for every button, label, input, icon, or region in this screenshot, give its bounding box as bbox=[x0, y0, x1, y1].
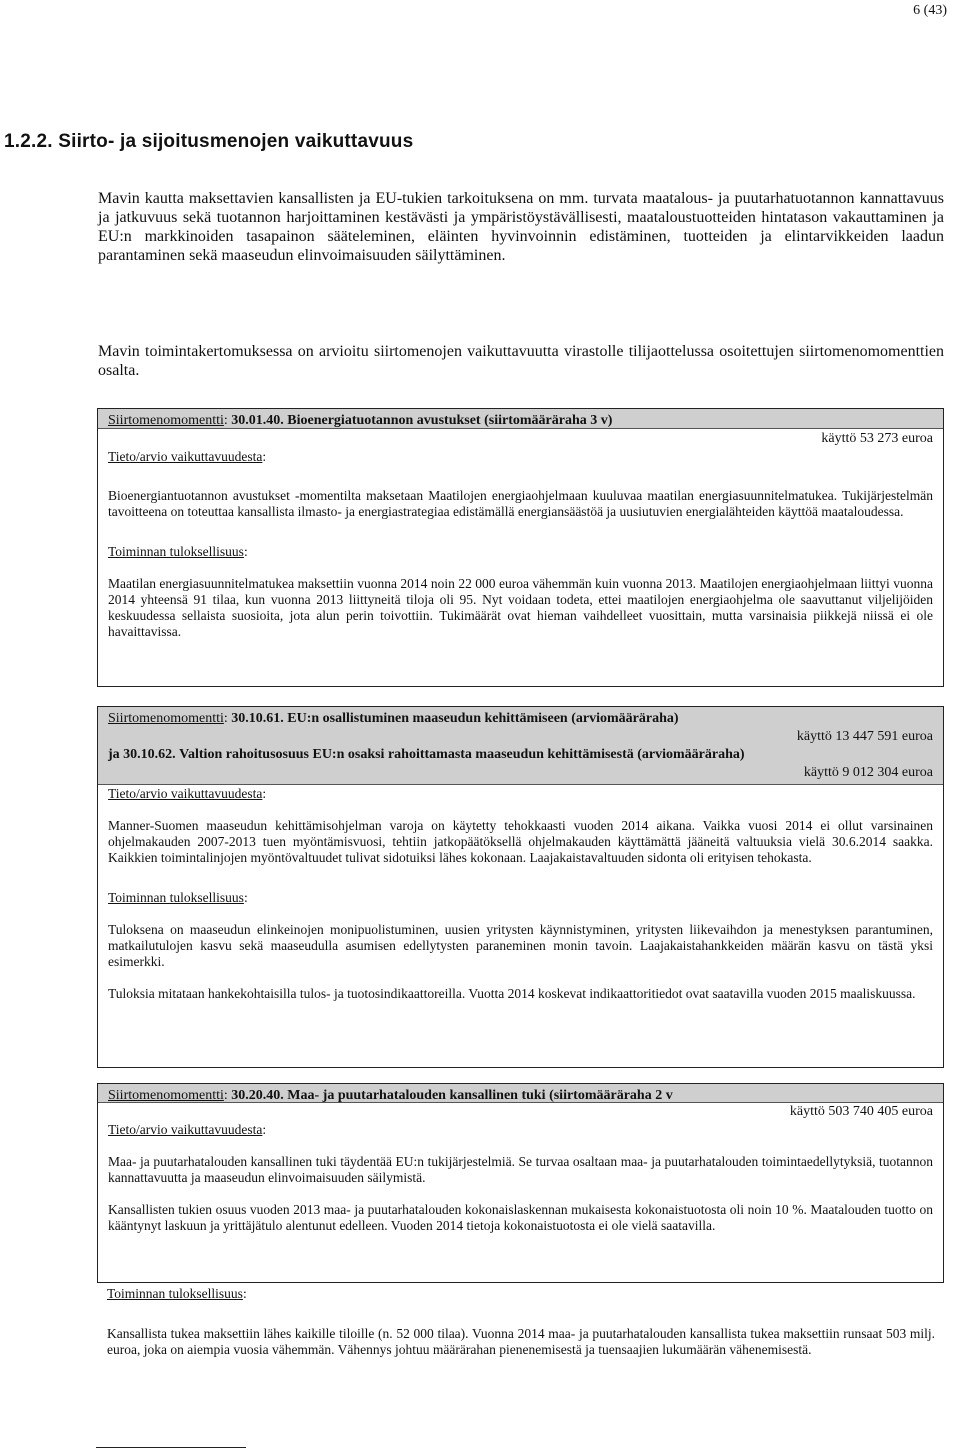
moment-header: Siirtomenomomentti: 30.01.40. Bioenergiatuotannon avustukset (siirtomääräraha 3 v) bbox=[98, 409, 943, 429]
moment-label: Siirtomenomomentti bbox=[108, 1088, 224, 1103]
usage-amount: käyttö 53 273 euroa bbox=[821, 431, 933, 446]
intro-paragraph-2: Mavin toimintakertomuksessa on arvioitu siirtomenojen vaikuttavuutta virastolle tilijaottelussa osoitettujen siirtomenomomenttien osalta. bbox=[98, 343, 944, 379]
moment-code: 30.10.61. bbox=[231, 711, 284, 726]
moment-title-2: Valtion rahoitusosuus EU:n osaksi rahoittamasta maaseudun kehittämisestä (arviomääräraha) bbox=[179, 747, 745, 762]
moment-title: Bioenergiatuotannon avustukset (siirtomääräraha 3 v) bbox=[287, 413, 613, 428]
effect-label: Tieto/arvio vaikuttavuudesta bbox=[108, 449, 263, 464]
result-paragraph: Maatilan energiasuunnitelmatukea maksettiin vuonna 2014 noin 22 000 euroa vähemmän kuin vuonna 2013. Maatilojen energiaohjelmaan liittyi vuonna 2014 yhteensä 91 tilaa, kun vuonna 2013 liittyneitä tiloja oli 95. Nyt voidaan todeta, ettei maatilojen energiaohjelma ole saavuttanut viljelijöiden keskuudessa sellaista suosioita, jota alun perin toivottiin. Tukimäärät ovat hieman vaihdelleet vuosittain, mutta varsinaisia piikkejä niissä ei ole havaittavissa. bbox=[108, 576, 933, 639]
moment-code-2: ja 30.10.62. bbox=[108, 747, 176, 762]
result-label: Toiminnan tuloksellisuus bbox=[108, 544, 244, 559]
moment-box-30-10-61: Siirtomenomomentti: 30.10.61. EU:n osallistuminen maaseudun kehittämiseen (arviomääräraha) käyttö 13 447 591 euroa ja 30.10.62. Valtion rahoitusosuus EU:n osaksi rahoittamasta maaseudun kehittämisestä (arviomääräraha) käyttö 9 012 304 euroa Tieto/arvio vaikuttavuudesta: Manner-Suomen maaseudun kehittämisohjelman varoja on käytetty tehokkaasti vuoden 2014 aikana. Vaikka vuosi 2014 ei ollut varsinainen ohjelmakauden 2007-2013 tuen myöntämisvuosi, tehtiin jatkopäätöksellä ohjelmakauden käyttämättä jääneitä valtuuksia vielä 30.6.2014 saakka. Kaikkien toimintalinjojen myöntövaltuudet tulivat sidotuiksi lähes kokonaan. Laajakaistavaltuuden sidonta oli erityisen tehokasta. Toiminnan tuloksellisuus: Tuloksena on maaseudun elinkeinojen monipuolistuminen, uusien yritysten käynnistyminen, yritysten liikevaihdon ja menestyksen parantuminen, matkailutulojen kasvu sekä maaseudulla asumisen edellytysten paraneminen monin tavoin. Laajakaistahankkeiden määrän kasvu on tästä yksi esimerkki. Tuloksia mitataan hankekohtaisilla tulos- ja tuotosindikaattoreilla. Vuotta 2014 koskevat indikaattoritiedot ovat saatavilla vuoden 2015 maaliskuussa. bbox=[97, 706, 944, 1068]
moment-box-30-20-40: Siirtomenomomentti: 30.20.40. Maa- ja puutarhatalouden kansallinen tuki (siirtomääräraha 2 v käyttö 503 740 405 euroa Tieto/arvio vaikuttavuudesta: Maa- ja puutarhatalouden kansallinen tuki täydentää EU:n tukijärjestelmiä. Se turvaa osaltaan maa- ja puutarhatalouden toimintaedellytyksiä, tuotannon kannattavuutta ja maaseudun elinvoimaisuuden säilymistä. Kansallisten tukien osuus vuoden 2013 maa- ja puutarhatalouden kokonaislaskennan mukaisesta kokonaistuotosta oli noin 10 %. Maatalouden tuotto on kääntynyt laskuun ja yrittäjätulo alentunut edelleen. Vuoden 2014 tietoja kokonaistuotosta ei ole vielä saatavilla. bbox=[97, 1083, 944, 1283]
effect-paragraph: Manner-Suomen maaseudun kehittämisohjelman varoja on käytetty tehokkaasti vuoden 2014 aikana. Vaikka vuosi 2014 ei ollut varsinainen ohjelmakauden 2007-2013 tuen myöntämisvuosi, tehtiin jatkopäätöksellä ohjelmakauden käyttämättä jääneitä valtuuksia vielä 30.6.2014 saakka. Kaikkien toimintalinjojen myöntövaltuudet tulivat sidotuiksi lähes kokonaan. Laajakaistavaltuuden sidonta oli erityisen tehokasta. bbox=[108, 818, 933, 865]
intro-paragraph-1: Mavin kautta maksettavien kansallisten ja EU-tukien tarkoituksena on mm. turvata maatalous- ja puutarhatuotannon kannattavuus ja jatkuvuus sekä tuotannon harjoittaminen kestävästi ja ympäristöystävällisesti, maataloustuotteiden hintatason vakauttaminen ja EU:n markkinoiden tasapainon sääteleminen, eläinten hyvinvoinnin edistäminen, tuotteiden ja elintarvikkeiden laadun parantaminen sekä maaseudun elinvoimaisuuden säilyttäminen. bbox=[98, 190, 944, 264]
moment-header: Siirtomenomomentti: 30.20.40. Maa- ja puutarhatalouden kansallinen tuki (siirtomääräraha 2 v bbox=[98, 1084, 943, 1103]
result-label: Toiminnan tuloksellisuus bbox=[107, 1286, 243, 1301]
result-paragraph-1: Tuloksena on maaseudun elinkeinojen monipuolistuminen, uusien yritysten käynnistyminen, yritysten liikevaihdon ja menestyksen parantuminen, matkailutulojen kasvu sekä maaseudulla asumisen edellytysten paraneminen monin tavoin. Laajakaistahankkeiden määrän kasvu on tästä yksi esimerkki. bbox=[108, 922, 933, 969]
effect-label: Tieto/arvio vaikuttavuudesta bbox=[108, 1122, 263, 1137]
moment-title: EU:n osallistuminen maaseudun kehittämiseen (arviomääräraha) bbox=[287, 711, 679, 726]
moment-title: Maa- ja puutarhatalouden kansallinen tuki (siirtomääräraha 2 v bbox=[287, 1088, 673, 1103]
result-label: Toiminnan tuloksellisuus bbox=[108, 890, 244, 905]
effect-paragraph-2: Kansallisten tukien osuus vuoden 2013 maa- ja puutarhatalouden kokonaislaskennan mukaisesta kokonaistuotosta oli noin 10 %. Maatalouden tuotto on kääntynyt laskuun ja yrittäjätulo alentunut edelleen. Vuoden 2014 tietoja kokonaistuotosta ei ole vielä saatavilla. bbox=[108, 1202, 933, 1233]
page-number: 6 (43) bbox=[913, 3, 947, 18]
effect-paragraph-1: Maa- ja puutarhatalouden kansallinen tuki täydentää EU:n tukijärjestelmiä. Se turvaa osaltaan maa- ja puutarhatalouden toimintaedellytyksiä, tuotannon kannattavuutta ja maaseudun elinvoimaisuuden säilymistä. bbox=[108, 1154, 933, 1185]
effect-paragraph: Bioenergiantuotannon avustukset -momentilta maksetaan Maatilojen energiaohjelmaan kuuluvaa maatilan energiasuunnitelmatukea. Tukijärjestelmän tavoitteena on toteuttaa kansallista ilmasto- ja energiastrategiaa edistämällä energiansäästöä ja uusiutuvien energialähteiden käyttöä maataloudessa. bbox=[108, 488, 933, 519]
usage-amount: käyttö 503 740 405 euroa bbox=[789, 1104, 933, 1119]
moment-header: Siirtomenomomentti: 30.10.61. EU:n osallistuminen maaseudun kehittämiseen (arviomääräraha) käyttö 13 447 591 euroa ja 30.10.62. Valtion rahoitusosuus EU:n osaksi rahoittamasta maaseudun kehittämisestä (arviomääräraha) käyttö 9 012 304 euroa bbox=[98, 707, 943, 785]
effect-label: Tieto/arvio vaikuttavuudesta bbox=[108, 786, 263, 801]
usage-amount-2: käyttö 9 012 304 euroa bbox=[803, 765, 933, 780]
result-section-30-20-40: Toiminnan tuloksellisuus: Kansallista tukea maksettiin lähes kaikille tiloille (n. 52 000 tilaa). Vuonna 2014 maa- ja puutarhatalouden kansallista tukea maksettiin runsaat 503 milj. euroa, joka on aiempia vuosia vähemmän. Vähennys johtuu määrärahan pienenemisestä ja tuensaajien lukumäärän vähenemisestä. bbox=[107, 1286, 935, 1357]
moment-box-30-01-40: Siirtomenomomentti: 30.01.40. Bioenergiatuotannon avustukset (siirtomääräraha 3 v) käyttö 53 273 euroa Tieto/arvio vaikuttavuudesta: Bioenergiantuotannon avustukset -momentilta maksetaan Maatilojen energiaohjelmaan kuuluvaa maatilan energiasuunnitelmatukea. Tukijärjestelmän tavoitteena on toteuttaa kansallista ilmasto- ja energiastrategiaa edistämällä energiansäästöä ja uusiutuvien energialähteiden käyttöä maataloudessa. Toiminnan tuloksellisuus: Maatilan energiasuunnitelmatukea maksettiin vuonna 2014 noin 22 000 euroa vähemmän kuin vuonna 2013. Maatilojen energiaohjelmaan liittyi vuonna 2014 yhteensä 91 tilaa, kun vuonna 2013 liittyneitä tiloja oli 95. Nyt voidaan todeta, ettei maatilojen energiaohjelma ole saavuttanut viljelijöiden keskuudessa sellaista suosioita, jota alun perin toivottiin. Tukimäärät ovat hieman vaihdelleet vuosittain, mutta varsinaisia piikkejä niissä ei ole havaittavissa. bbox=[97, 408, 944, 687]
moment-code: 30.01.40. bbox=[231, 413, 284, 428]
footnote-rule bbox=[96, 1447, 246, 1448]
result-paragraph: Kansallista tukea maksettiin lähes kaikille tiloille (n. 52 000 tilaa). Vuonna 2014 maa- ja puutarhatalouden kansallista tukea maksettiin runsaat 503 milj. euroa, joka on aiempia vuosia vähemmän. Vähennys johtuu määrärahan pienenemisestä ja tuensaajien lukumäärän vähenemisestä. bbox=[107, 1326, 935, 1357]
moment-label: Siirtomenomomentti bbox=[108, 413, 224, 428]
result-paragraph-2: Tuloksia mitataan hankekohtaisilla tulos- ja tuotosindikaattoreilla. Vuotta 2014 koskevat indikaattoritiedot ovat saatavilla vuoden 2015 maaliskuussa. bbox=[108, 986, 916, 1001]
section-heading: 1.2.2. Siirto- ja sijoitusmenojen vaikuttavuus bbox=[4, 131, 414, 152]
moment-label: Siirtomenomomentti bbox=[108, 711, 224, 726]
moment-code: 30.20.40. bbox=[231, 1088, 284, 1103]
usage-amount: käyttö 13 447 591 euroa bbox=[796, 729, 933, 744]
